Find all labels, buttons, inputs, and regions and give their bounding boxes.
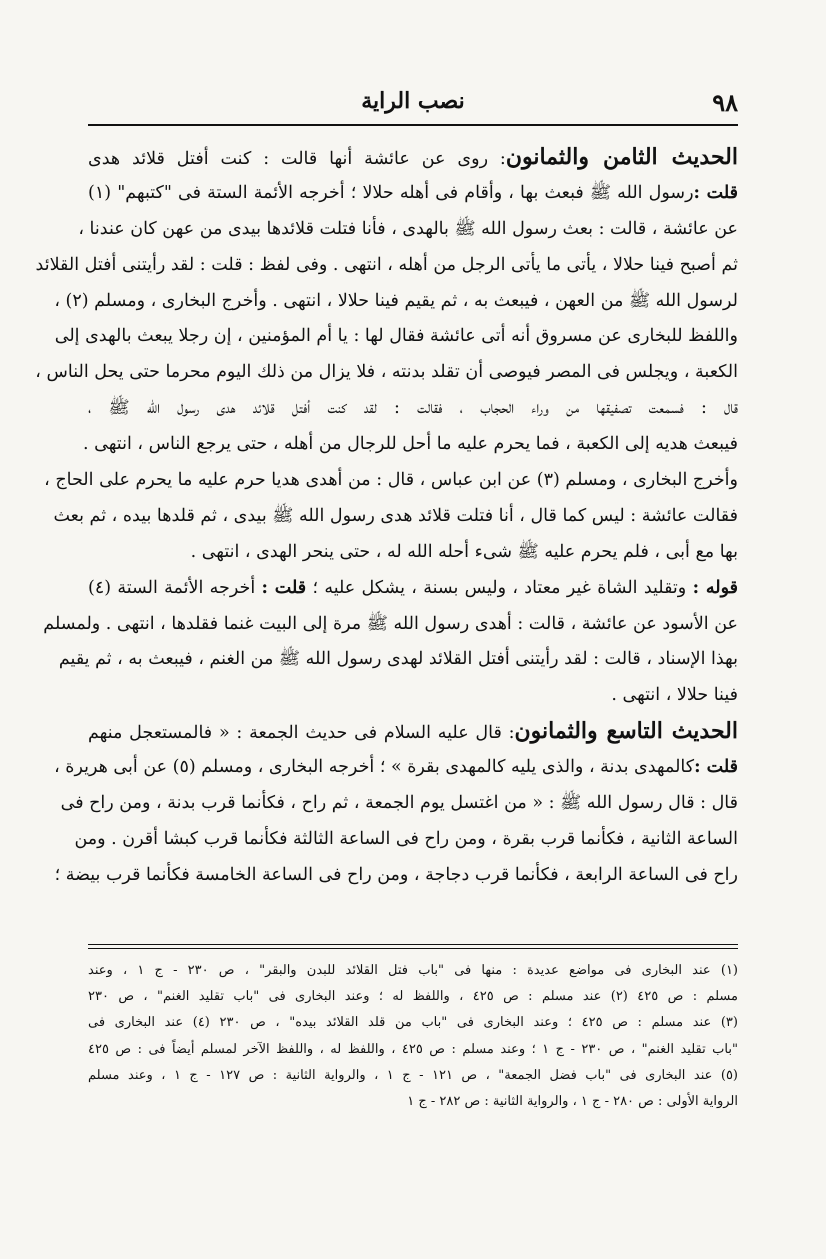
footnote-line: "باب تقليد الغنم" ، ص ٢٣٠ - ج ١ ؛ وعند مسلم : ص ٤٢٥ ، واللفظ له ، واللفظ الآخر لمسلم أيضاً فى : ص ٤٢٥ [88, 1041, 738, 1057]
line-text: فيبعث هديه إلى الكعبة ، فما يحرم عليه ما أحل للرجال من أهله ، حتى يرجع الناس ، انتهى . [83, 434, 738, 455]
line-text: ثم أصبح فينا حلالا ، يأتى ما يأتى الرجل من أهله ، انتهى . وفى لفظ : قلت : لقد رأيتنى أفتل القلائد [35, 254, 738, 275]
text-line [58, 642, 738, 678]
line-text: : روى عن عائشة أنها قالت : كنت أفتل قلائد هدى [88, 149, 506, 169]
keyword: قلت : [261, 577, 307, 598]
running-header [88, 82, 738, 122]
text-line [35, 355, 738, 391]
line-text: وأخرج البخارى ، ومسلم (٣) عن ابن عباس ، قال : من أهدى هديا حرم عليه ما يحرم على الحاج ، [44, 470, 738, 491]
page-number: ٩٨ [712, 88, 738, 117]
hadith-heading: الحديث الثامن والثمانون [505, 144, 738, 170]
line-text: قال : فسمعت تصفيقها من وراء الحجاب ، فقالت : لقد كنت أفتل قلائد هدى رسول الله ﷺ ، [88, 398, 738, 419]
line-text: : قال عليه السلام فى حديث الجمعة : « فالمستعجل منهم [88, 723, 515, 744]
header-rule [88, 124, 738, 126]
keyword: قلت : [693, 182, 738, 203]
footnotes [88, 958, 738, 1115]
line-text: أخرجه الأئمة الستة فى "كتبهم" (١) [88, 182, 345, 203]
hadith-heading: الحديث التاسع والثمانون [514, 718, 738, 745]
keyword: قوله : [692, 577, 738, 598]
line-text: لرسول الله ﷺ من العهن ، فيبعث به ، ثم يقيم فينا حلالا ، انتهى . وأخرج البخارى ، ومسلم (٢) ، [54, 290, 738, 311]
text-line [88, 535, 738, 571]
text-line [88, 714, 738, 750]
text-line [83, 427, 738, 463]
line-text: راح فى الساعة الرابعة ، فكأنما قرب دجاجة ، ومن راح فى الساعة الخامسة فكأنما قرب بيضة ؛ [54, 864, 738, 885]
text-line [88, 176, 738, 212]
text-line [53, 499, 738, 535]
text-line [35, 248, 738, 284]
line-text: عن الأسود عن عائشة ، قالت : أهدى رسول الله ﷺ مرة إلى البيت غنما فقلدها ، انتهى . ولمسلم [43, 613, 738, 634]
text-line [54, 858, 738, 894]
text-line [88, 571, 738, 607]
line-text: عن عائشة ، قالت : بعث رسول الله ﷺ بالهدى ، فأنا فتلت قلائدها بيدى من عهن كان عندنا ، [78, 218, 738, 239]
text-line [44, 463, 738, 499]
text-line [54, 319, 738, 355]
line-text: الساعة الثانية ، فكأنما قرب بقرة ، ومن راح فى الساعة الثالثة فكأنما قرب كبشا أقرن . ومن [74, 828, 738, 849]
line-text: بهذا الإسناد ، قالت : لقد رأيتنى أفتل القلائد لهدى رسول الله ﷺ من الغنم ، فيبعث به ، ثم يقيم [58, 649, 738, 670]
line-text: بها مع أبى ، فلم يحرم عليه ﷺ شىء أحله الله له ، حتى ينحر الهدى ، انتهى . [190, 541, 738, 562]
text-line [88, 391, 738, 427]
line-text: أخرجه البخارى ، ومسلم (٥) عن أبى هريرة ، [54, 757, 375, 778]
keyword: قلت : [694, 757, 738, 778]
footnote-line: الرواية الأولى : ص ٢٨٠ - ج ١ ، والرواية الثانية : ص ٢٨٢ - ج ١ [407, 1093, 738, 1109]
footnote-line: (٣) عند مسلم : ص ٤٢٥ ؛ وعند البخارى فى "باب من قلد القلائد بيده" ، ص ٢٣٠ (٤) عند البخارى فى [88, 1015, 738, 1031]
text-line [43, 607, 738, 643]
line-text: فقالت عائشة : ليس كما قال ، أنا فتلت قلائد هدى رسول الله ﷺ بيدى ، ثم قلدها بيده ، ثم بعث [53, 505, 738, 526]
footnote-separator [88, 944, 738, 949]
line-text: وتقليد الشاة غير معتاد ، وليس بسنة ، يشكل عليه ؛ [306, 577, 693, 598]
text-line [54, 284, 738, 320]
line-text: كالمهدى بدنة ، والذى يليه كالمهدى بقرة » ؛ [374, 757, 695, 778]
footnote-line: (٥) عند البخارى فى "باب فضل الجمعة" ، ص ١٢١ - ج ١ ، والرواية الثانية : ص ١٢٧ - ج ١ ، وعند مسلم [88, 1067, 738, 1083]
text-line [74, 822, 738, 858]
text-line [88, 140, 738, 176]
main-text [35, 140, 738, 894]
text-line [60, 786, 738, 822]
line-text: قال : قال رسول الله ﷺ : « من اغتسل يوم الجمعة ، ثم راح ، فكأنما قرب بدنة ، ومن راح فى [60, 793, 738, 814]
footnote-line: مسلم : ص ٤٢٥ (٢) عند مسلم : ص ٤٢٥ ، واللفظ له ؛ وعند البخارى فى "باب تقليد الغنم" ، ص ٢٣٠ [88, 989, 738, 1005]
text-line [78, 212, 738, 248]
line-text: واللفظ للبخارى عن مسروق أنه أتى عائشة فقال لها : يا أم المؤمنين ، إن رجلا يبعث بالهدى إلى [54, 326, 738, 347]
line-text: الكعبة ، ويجلس فى المصر فيوصى أن تقلد بدنته ، فلا يزال من ذلك اليوم محرما حتى يحل الناس ، [35, 362, 738, 383]
line-text: أخرجه الأئمة الستة (٤) [88, 577, 262, 598]
line-text: فينا حلالا ، انتهى . [611, 685, 738, 706]
text-line [54, 750, 738, 786]
book-title: نصب الراية [361, 88, 465, 114]
line-text: رسول الله ﷺ فبعث بها ، وأقام فى أهله حلالا ؛ [344, 182, 694, 203]
footnote-line: (١) عند البخارى فى مواضع عديدة : منها فى "باب فتل القلائد للبدن والبقر" ، ص ٢٣٠ - ج ١ ، وعند [88, 963, 738, 978]
text-line [88, 678, 738, 714]
